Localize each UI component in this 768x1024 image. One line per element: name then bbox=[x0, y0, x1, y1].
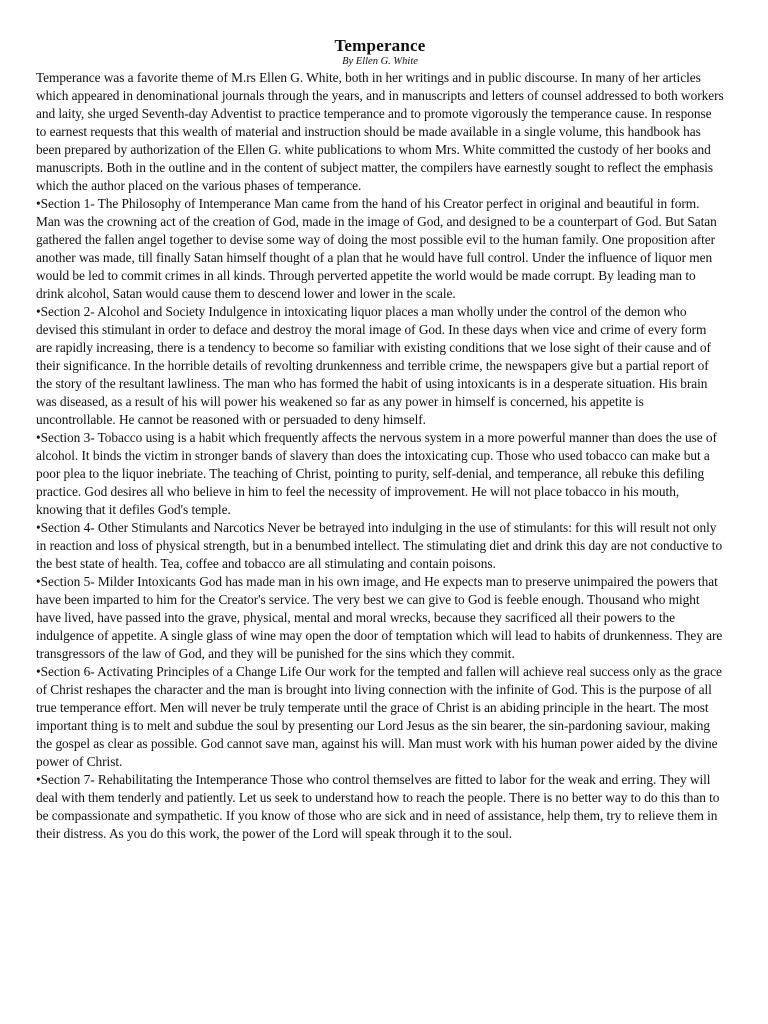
document-byline: By Ellen G. White bbox=[342, 56, 418, 67]
section-4-paragraph: •Section 4- Other Stimulants and Narcotics Never be betrayed into indulging in the use of stimulants: for this will result not only in reaction and loss of physical strength, but in a benumbed intellect. The stimulating diet and drink this day are not conductive to the best state of health. Tea, coffee and tobacco are all stimulating and contain poisons. bbox=[36, 520, 723, 571]
section-7-paragraph: •Section 7- Rehabilitating the Intemperance Those who control themselves are fitted to labor for the weak and erring. They will deal with them tenderly and patiently. Let us seek to understand how to reach the people. There is no better way to do this than to be compassionate and sympathetic. If you know of those who are sick and in need of assistance, help them, try to relieve them in their distress. As you do this work, the power of the Lord will speak through it to the soul. bbox=[36, 772, 720, 841]
section-6-paragraph: •Section 6- Activating Principles of a Change Life Our work for the tempted and fallen will achieve real success only as the grace of Christ reshapes the character and the man is brought into living connection with the infinite of God. This is the purpose of all true temperance effort. Men will never be truly temperate until the grace of Christ is an abiding principle in the heart. The most important thing is to melt and subdue the soul by presenting our Lord Jesus as the sin bearer, the sin-pardoning saviour, making the gospel as clear as possible. God cannot save man, against his will. Man must work with his human power aided by the divine power of Christ. bbox=[36, 664, 722, 769]
document-page bbox=[36, 36, 724, 843]
section-1-paragraph: •Section 1- The Philosophy of Intemperance Man came from the hand of his Creator perfect in original and beautiful in form. Man was the crowning act of the creation of God, made in the image of God, and designed to be a counterpart of God. But Satan gathered the fallen angel together to devise some way of doing the most possible evil to the human family. One proposition after another was made, till finally Satan himself thought of a plan that he would have full control. Under the influence of liquor men would be led to commit crimes in all kinds. Through perverted appetite the world would be made corrupt. By leading man to drink alcohol, Satan would cause them to descend lower and lower in the scale. bbox=[36, 196, 717, 301]
section-3-paragraph: •Section 3- Tobacco using is a habit which frequently affects the nervous system in a more powerful manner than does the use of alcohol. It binds the victim in stronger bands of slavery than does the intoxicating cup. Those who used tobacco can make but a poor plea to the liquor inebriate. The teaching of Christ, pointing to purity, self-denial, and temperance, all rebuke this defiling practice. God desires all who believe in him to feel the necessity of improvement. He will not place tobacco in his mouth, knowing that it defiles God's temple. bbox=[36, 430, 717, 517]
section-5-paragraph: •Section 5- Milder Intoxicants God has made man in his own image, and He expects man to preserve unimpaired the powers that have been imparted to him for the Creator's service. The very best we can give to God is feeble enough. Thousand who might have lived, have passed into the grave, physical, mental and moral wrecks, because they sacrificed all their powers to the indulgence of appetite. A single glass of wine may open the door of temptation which will lead to habits of drunkenness. They are transgressors of the law of God, and they will be punished for the sins which they commit. bbox=[36, 574, 723, 661]
intro-paragraph: Temperance was a favorite theme of M.rs Ellen G. White, both in her writings and in public discourse. In many of her articles which appeared in denominational journals through the years, and in manuscripts and letters of counsel addressed to both workers and laity, she urged Seventh-day Adventist to practice temperance and to promote vigorously the temperance cause. In response to earnest requests that this wealth of material and instruction should be made available in a single volume, this handbook has been prepared by authorization of the Ellen G. white publications to whom Mrs. White committed the custody of her books and manuscripts. Both in the outline and in the content of subject matter, the compilers have earnestly sought to reflect the emphasis which the author placed on the various phases of temperance. bbox=[36, 70, 724, 193]
section-2-paragraph: •Section 2- Alcohol and Society Indulgence in intoxicating liquor places a man wholly under the control of the demon who devised this stimulant in order to deface and destroy the moral image of God. In these days when vice and crime of every form are rapidly increasing, there is a tendency to become so familiar with existing conditions that we lose sight of their cause and of their significance. In the horrible details of revolting drunkenness and terrible crime, the newspapers give but a partial report of the story of the resultant lawliness. The man who has formed the habit of using intoxicants is in a desperate situation. His brain was diseased, as a result of his will power his weakened so far as any power in himself is concerned, his appetite is uncontrollable. He cannot be reasoned with or persuaded to deny himself. bbox=[36, 304, 711, 427]
document-title: Temperance bbox=[334, 36, 426, 55]
